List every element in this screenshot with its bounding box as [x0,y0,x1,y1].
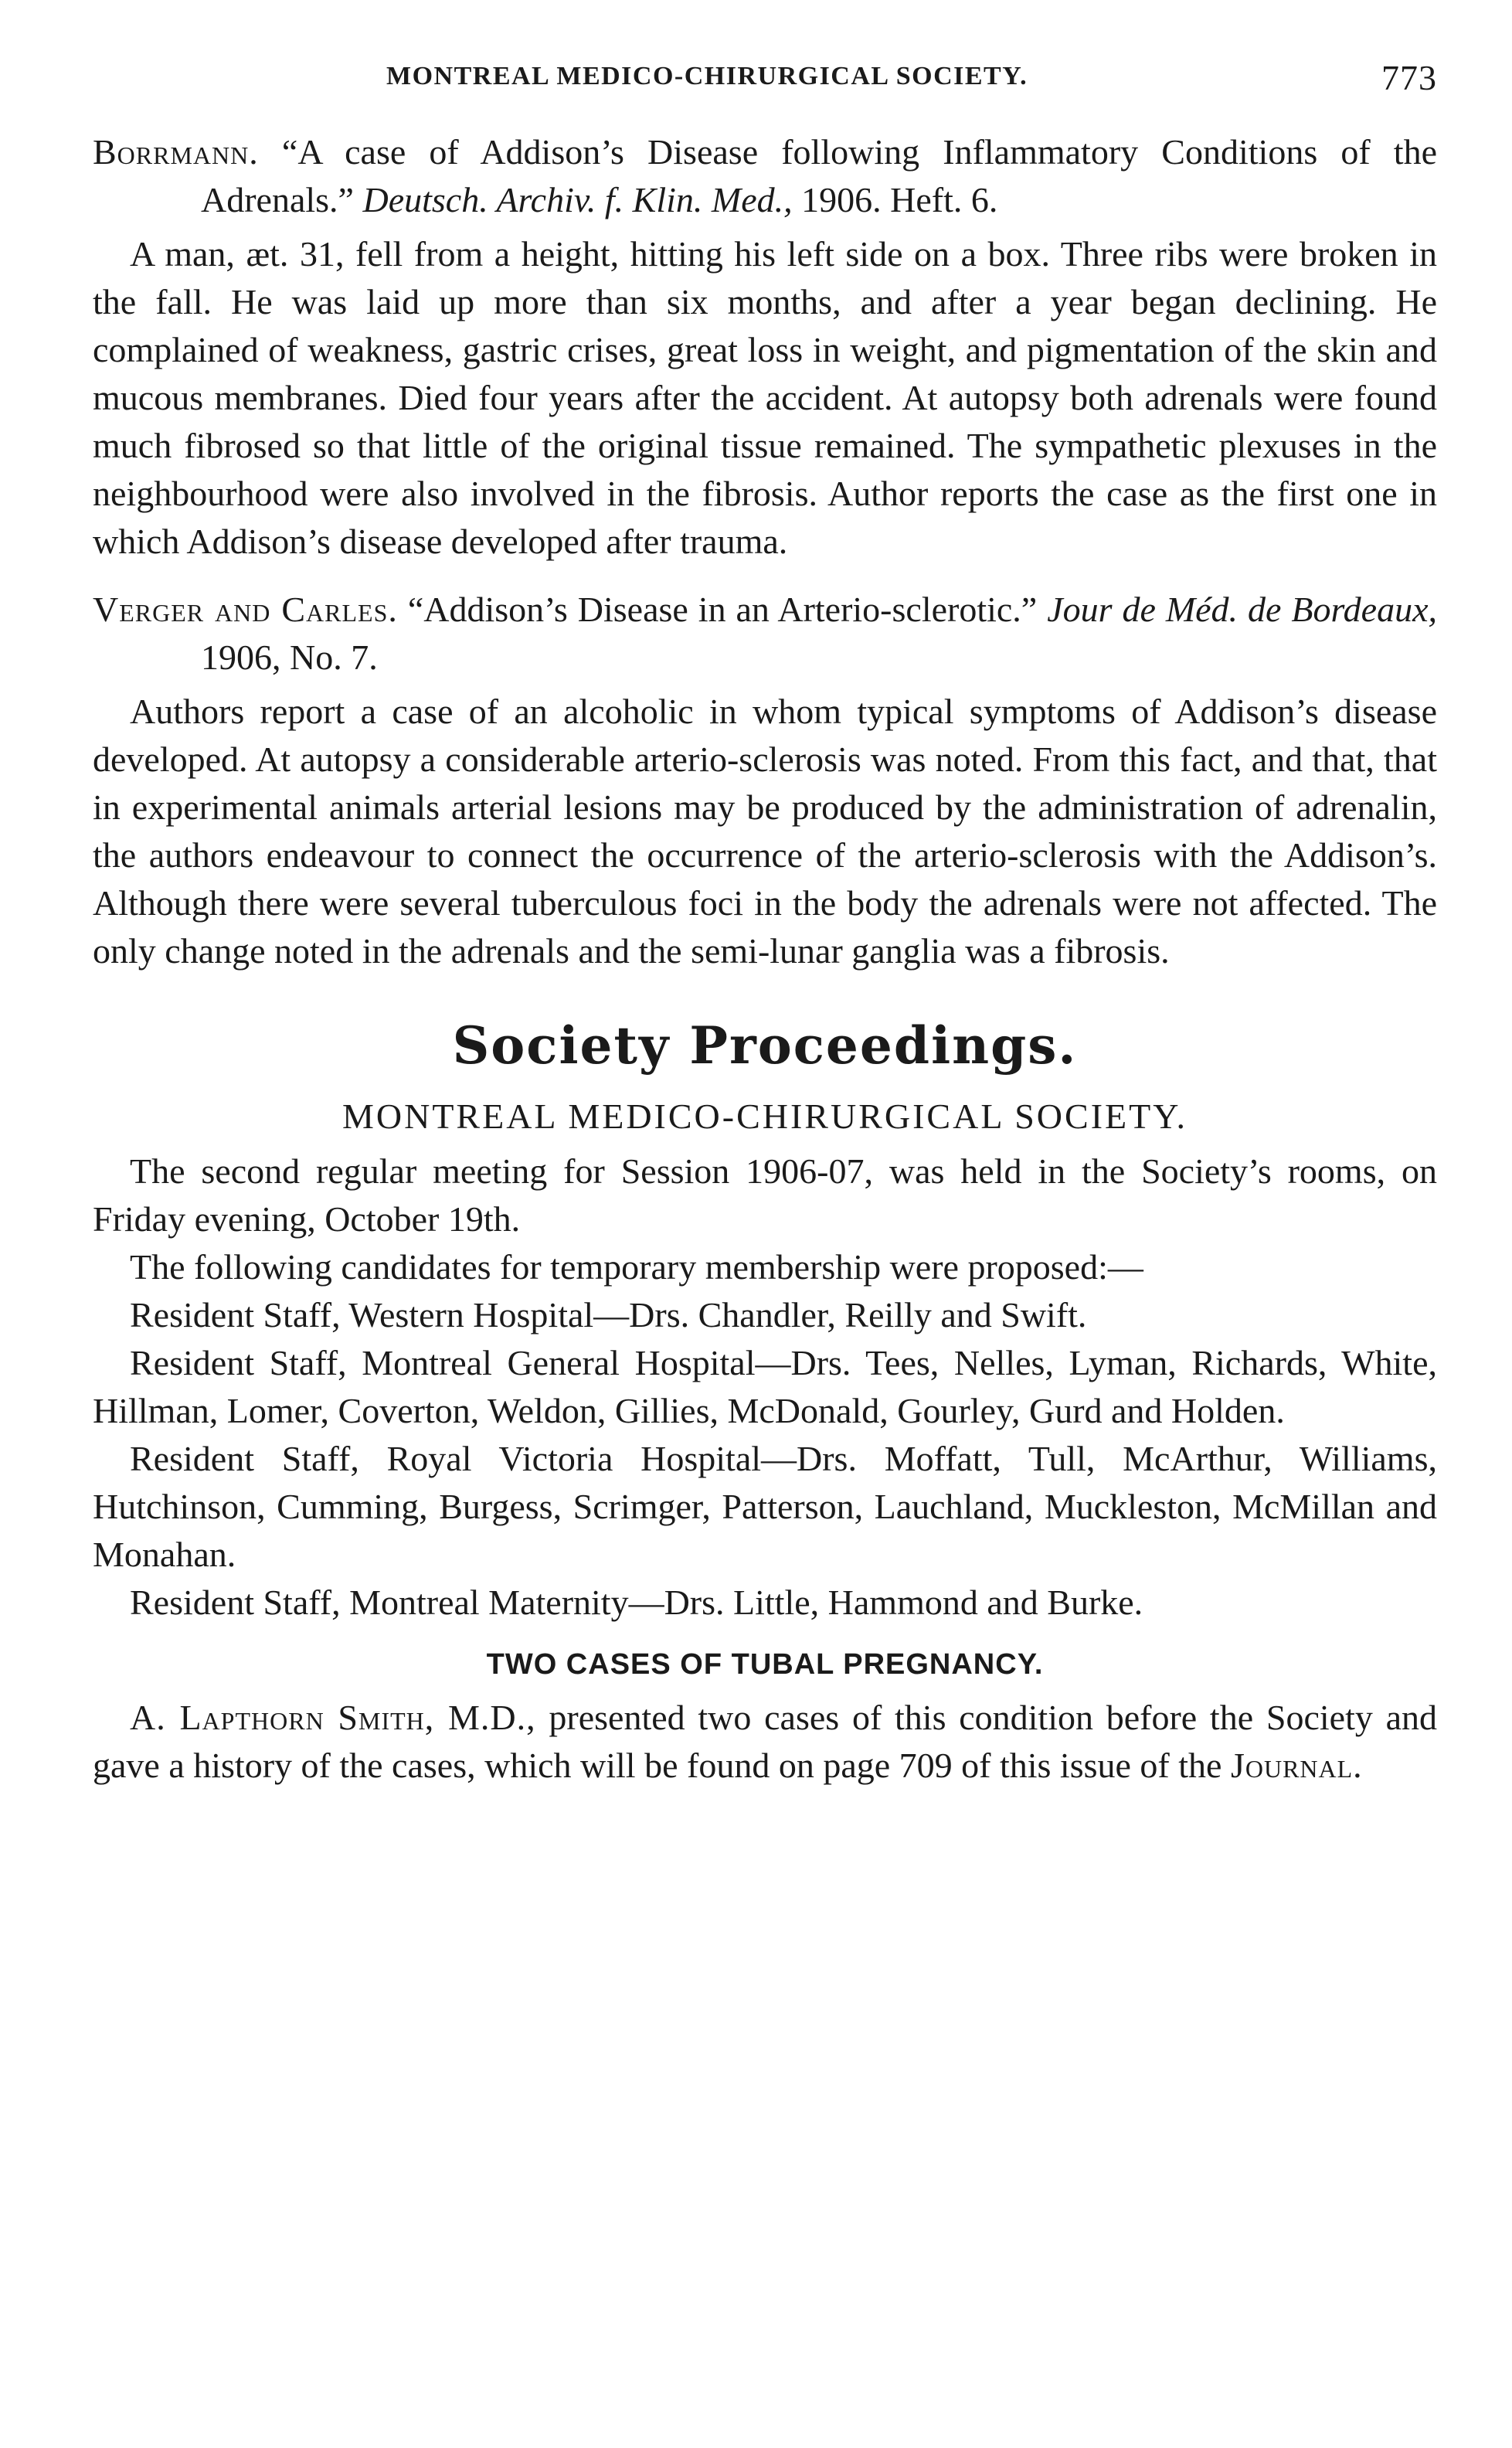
meeting-intro: The second regular meeting for Session 1906-07, was held in the Society’s rooms, on Friday evening, October 19th. [93,1151,1437,1239]
abstract-author: Borrmann. [93,132,259,172]
abstract-citation [93,586,1437,682]
closing-body: presented two cases of this condition before the Society and gave a history of the cases, which will be found on page 709 of this issue of the [93,1698,1438,1785]
abstract-body: A man, æt. 31, fell from a height, hitting his left side on a box. Three ribs were broken in the fall. He was laid up more than six months, and after a year began declining. He complained of weakness, gastric crises, great loss in weight, and pigmentation of the skin and mucous membranes. Died four years after the accident. At autopsy both adrenals were found much fibrosed so that little of the original tissue remained. The sympathetic plexuses in the neighbourhood were also involved in the fibrosis. Author reports the case as the first one in which Addison’s disease developed after trauma. [93,234,1437,561]
candidate-list-item: Resident Staff, Montreal General Hospital—Drs. Tees, Nelles, Lyman, Richards, White, Hillman, Lomer, Coverton, Weldon, Gillies, McDonald, Gourley, Gurd and Holden. [93,1343,1437,1430]
journal-name: Journal. [1230,1746,1363,1785]
abstract-source: Jour de Méd. de Bordeaux, [1047,590,1438,629]
page-number: 773 [1381,58,1437,97]
section-title: Society Proceedings. [452,1015,1078,1076]
candidate-list-item: Resident Staff, Western Hospital—Drs. Chandler, Reilly and Swift. [130,1295,1087,1334]
abstract-title: “Addison’s Disease in an Arterio-sclerotic.” [407,590,1038,629]
case-subheading: TWO CASES OF TUBAL PREGNANCY. [486,1648,1044,1681]
abstract-source: Deutsch. Archiv. f. Klin. Med., [362,180,793,219]
abstract-citation [93,128,1437,224]
abstract-details: 1906. Heft. 6. [801,180,998,219]
closing-author: A. Lapthorn Smith, M.D., [130,1698,536,1737]
abstract-borrmann [93,128,1437,566]
abstract-body: Authors report a case of an alcoholic in whom typical symptoms of Addison’s disease developed. At autopsy a considerable arterio-sclerosis was noted. From this fact, and that, that in experimental animals arterial lesions may be produced by the administration of adrenalin, the authors endeavour to connect the occurrence of the arterio-sclerosis with the Addison’s. Although there were several tuberculous foci in the body the adrenals were not affected. The only change noted in the adrenals and the semi-lunar ganglia was a fibrosis. [93,692,1437,971]
closing-paragraph [93,1694,1437,1790]
running-title: MONTREAL MEDICO-CHIRURGICAL SOCIETY. [386,62,1028,90]
society-proceedings-section [93,1015,1437,1790]
abstract-title: “A case of Addison’s Disease following Inflammatory Conditions of the Adrenals.” [201,132,1437,219]
candidate-list-item: Resident Staff, Royal Victoria Hospital—Drs. Moffatt, Tull, McArthur, Williams, Hutchinson, Cumming, Burgess, Scrimger, Patterson, Lauchland, Muckleston, McMillan and Monahan. [93,1439,1437,1574]
candidate-list-item: Resident Staff, Montreal Maternity—Drs. Little, Hammond and Burke. [130,1583,1143,1622]
abstract-author: Verger and Carles. [93,590,398,629]
candidates-intro: The following candidates for temporary membership were proposed:— [130,1247,1143,1287]
abstract-details: 1906, No. 7. [201,638,378,677]
society-name: MONTREAL MEDICO-CHIRURGICAL SOCIETY. [341,1096,1188,1136]
abstract-verger-carles [93,586,1437,975]
journal-page [93,54,1437,1790]
running-header [93,54,1437,116]
